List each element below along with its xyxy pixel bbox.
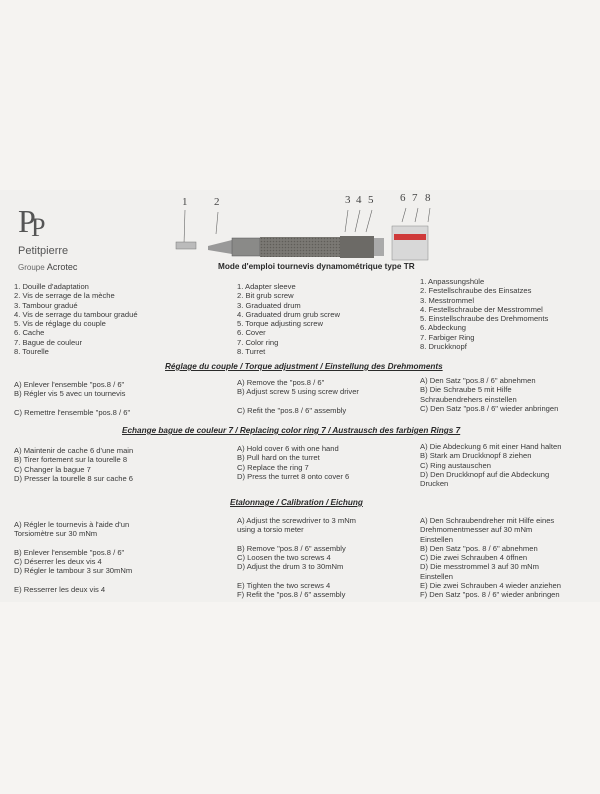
section-title-torque: Réglage du couple / Torque adjustment / Einstellung des Drehmoments [165,362,443,371]
list-item: D) Die messtrommel 3 auf 30 mNm [420,562,539,572]
list-item: Drucken [420,479,449,489]
section1-fr [14,380,130,417]
list-item: B) Enlever l'ensemble "pos.8 / 6" [14,547,125,557]
part-number-2: 2 [214,196,220,208]
list-item [237,397,359,406]
section2-en [237,444,349,481]
list-item: C) Déserrer les deux vis 4 [14,557,102,567]
list-item: 2. Festellschraube des Einsatzes [420,286,532,296]
list-item: D) Adjust the drum 3 to 30mNm [237,562,344,572]
list-item: 1. Anpassungshüle [420,277,485,286]
section3-en [237,516,356,600]
list-item [14,576,132,585]
list-item [237,572,356,581]
background-bottom [0,602,600,794]
list-item: 7. Color ring [237,337,279,347]
part-number-4: 4 [356,194,362,206]
list-item: A) Maintenir de cache 6 d'une main [14,446,134,455]
list-item: F) Refit the "pos.8 / 6" assembly [237,590,346,600]
list-item: 3. Graduated drum [237,300,301,310]
list-item: A) Adjust the screwdriver to 3 mNm [237,516,357,525]
list-item: 3. Messtrommel [420,295,475,305]
part-number-5: 5 [368,194,374,206]
list-item [14,399,130,408]
list-item: 4. Festellschraube der Messtrommel [420,304,543,314]
list-item: B) Tirer fortement sur la tourelle 8 [14,455,128,465]
list-item: B) Remove "pos.8 / 6" assembly [237,543,346,553]
parts-list-fr [14,282,138,356]
list-item: 8. Turret [237,347,266,357]
part-number-1: 1 [182,196,188,208]
list-item: C) Refit the "pos.8 / 6" assembly [237,405,347,415]
background-top [0,0,600,190]
svg-text:P: P [18,203,36,239]
section3-fr [14,520,132,594]
section2-fr [14,446,133,483]
list-item: Einstellen [420,534,453,544]
list-item: 8. Druckknopf [420,342,467,352]
list-item: D) Den Druckknopf auf die Abdeckung [420,469,550,479]
part-number-6: 6 [400,192,406,204]
list-item [14,539,132,548]
list-item: 6. Cache [14,328,45,338]
main-title: Mode d'emploi tournevis dynamométrique type TR [218,262,415,271]
list-item: A) Enlever l'ensemble "pos.8 / 6" [14,380,125,389]
section-title-color-ring: Echange bague de couleur 7 / Replacing color ring 7 / Austrausch des farbigen Rings 7 [122,426,461,435]
part-number-7: 7 [412,192,418,204]
list-item: C) Die zwei Schrauben 4 öffnen [420,553,528,563]
list-item: D) Presser la tourelle 8 sur cache 6 [14,473,134,483]
section1-de [420,376,558,413]
part-number-3: 3 [345,194,351,206]
list-item: Drehmomentmesser auf 30 mNm [420,525,533,535]
list-item: D) Press the turret 8 onto cover 6 [237,471,350,481]
list-item: 2. Bit grub screw [237,291,294,301]
list-item: 1. Douille d'adaptation [14,282,89,291]
brand-name: Petitpierre [18,245,69,257]
list-item: C) Ring austauschen [420,460,491,470]
list-item: 6. Cover [237,328,266,338]
list-item: 5. Torque adjusting screw [237,319,323,329]
list-item: 1. Adapter sleeve [237,282,296,291]
list-item: B) Den Satz "pos. 8 / 6" abnehmen [420,543,538,553]
list-item: 5. Einstellschraube des Drehmoments [420,314,549,324]
list-item: A) Hold cover 6 with one hand [237,444,339,453]
list-item: C) Den Satz "pos.8 / 6" wieder anbringen [420,403,559,413]
instruction-sheet [0,190,600,602]
list-item: B) Stark am Druckknopf 8 ziehen [420,451,532,461]
section-title-calibration: Etalonnage / Calibration / Eichung [230,498,363,507]
section3-de [420,516,561,600]
pp-logo-icon [18,202,58,240]
list-item: F) Den Satz "pos. 8 / 6" wieder anbringen [420,590,560,600]
brand-group: Groupe Acrotec [18,262,78,272]
list-item: A) Die Abdeckung 6 mit einer Hand halten [420,442,562,451]
list-item: E) Tighten the two screws 4 [237,581,331,591]
screwdriver-drawing-icon [170,204,440,264]
part-number-8: 8 [425,192,431,204]
list-item: A) Remove the "pos.8 / 6" [237,378,325,387]
list-item: B) Régler vis 5 avec un tournevis [14,389,126,399]
section2-de [420,442,561,488]
list-item: D) Régler le tambour 3 sur 30mNm [14,566,133,576]
list-item: A) Den Satz "pos.8 / 6" abnehmen [420,376,536,385]
list-item: 6. Abdeckung [420,323,467,333]
svg-text:P: P [31,213,46,240]
list-item: 8. Tourelle [14,347,49,357]
list-item: C) Loosen the two screws 4 [237,553,331,563]
list-item: E) Die zwei Schrauben 4 wieder anziehen [420,581,561,591]
list-item: Schraubendrehers einstellen [420,394,517,404]
parts-list-en [237,282,340,356]
list-item: Einstellen [420,571,453,581]
list-item: A) Régler le tournevis à l'aide d'un [14,520,130,529]
section1-en [237,378,359,415]
list-item: 2. Vis de serrage de la mèche [14,291,115,301]
list-item: 3. Tambour gradué [14,300,78,310]
list-item: C) Remettre l'ensemble "pos.8 / 6" [14,407,131,417]
list-item: 7. Bague de couleur [14,337,82,347]
list-item: A) Den Schraubendreher mit Hilfe eines [420,516,555,525]
list-item: 4. Vis de serrage du tambour gradué [14,309,138,319]
list-item: 7. Farbiger Ring [420,332,475,342]
parts-list-de [420,277,548,351]
list-item: Torsiomètre sur 30 mNm [14,529,98,539]
list-item [237,535,356,544]
list-item: C) Replace the ring 7 [237,462,309,472]
list-item: 4. Graduated drum grub screw [237,309,340,319]
list-item: 5. Vis de réglage du couple [14,319,106,329]
list-item: B) Adjust screw 5 using screw driver [237,387,359,397]
list-item: C) Changer la bague 7 [14,464,91,474]
list-item: E) Resserrer les deux vis 4 [14,585,106,595]
list-item: B) Die Schraube 5 mit Hilfe [420,385,512,395]
list-item: B) Pull hard on the turret [237,453,320,463]
list-item: using a torsio meter [237,525,304,535]
